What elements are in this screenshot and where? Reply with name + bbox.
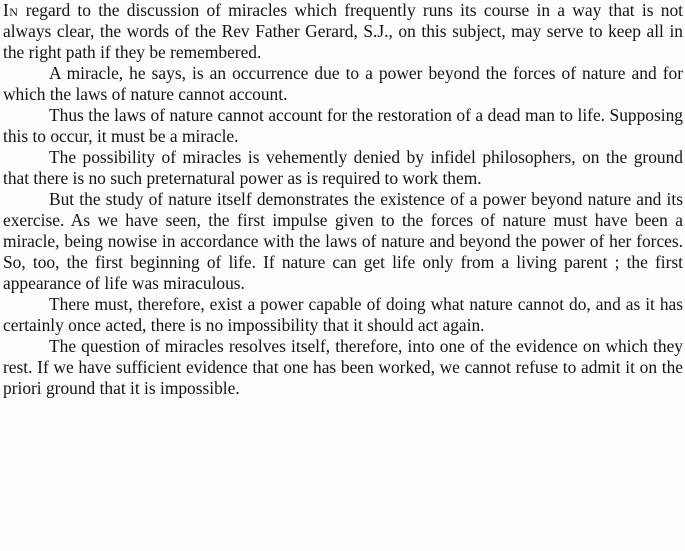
lead-word: In [3, 0, 19, 20]
article-paragraph-2: A miracle, he says, is an occurrence due to a power beyond the forces of nature and for which the laws of nature cannot account. [3, 63, 683, 104]
paragraph-text: regard to the discussion of miracles which frequently runs its course in a way that is not always clear, the words of the Rev Father Gerard, S.J., on this subject, may serve to keep all in the right path if they be remembered. [3, 0, 683, 62]
article-paragraph-6: There must, therefore, exist a power capable of doing what nature cannot do, and as it has certainly once acted, there is no impossibility that it should act again. [3, 294, 683, 335]
article-paragraph-5: But the study of nature itself demonstrates the existence of a power beyond nature and its exercise. As we have seen, the first impulse given to the forces of nature must have been a miracle, being nowise in accordance with the laws of nature and beyond the power of her forces. So, too, the first beginning of life. If nature can get life only from a living parent ; the first appearance of life was miraculous. [3, 189, 683, 293]
article-paragraph-1 [3, 0, 683, 63]
article-paragraph-7: The question of miracles resolves itself, therefore, into one of the evidence on which they rest. If we have sufficient evidence that one has been worked, we cannot refuse to admit it on the priori ground that it is impossible. [3, 336, 683, 398]
article-paragraph-3: Thus the laws of nature cannot account for the restoration of a dead man to life. Supposing this to occur, it must be a miracle. [3, 105, 683, 146]
article-paragraph-4: The possibility of miracles is vehemently denied by infidel philosophers, on the ground that there is no such preternatural power as is required to work them. [3, 147, 683, 188]
